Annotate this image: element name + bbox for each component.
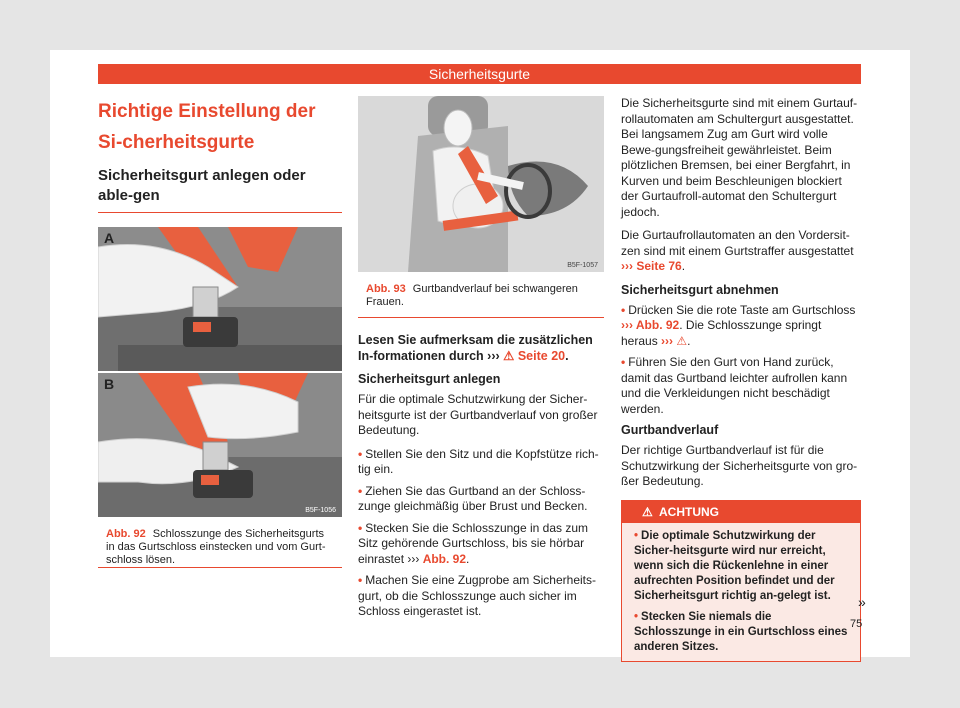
seatbelt-buckle-illustration bbox=[98, 227, 342, 517]
paragraph: Für die optimale Schutzwirkung der Sicher-heitsgurte ist der Gurtbandverlauf von großer Bedeutung. bbox=[358, 392, 598, 437]
warning-bullet: • Stecken Sie niemals die Schlosszunge in ein Gurtschloss eines anderen Sitzes. bbox=[634, 610, 848, 653]
figure-number: Abb. 92 bbox=[106, 528, 146, 540]
intro-note: Lesen Sie aufmerksam die zusätzlichen In-formationen durch ››› ⚠ Seite 20. bbox=[358, 333, 593, 363]
column-1 bbox=[98, 96, 342, 568]
panel-a-label: A bbox=[104, 230, 115, 246]
figure-caption bbox=[98, 522, 342, 567]
chapter-header: Sicherheitsgurte bbox=[98, 64, 861, 84]
bullet-item: • Ziehen Sie das Gurtband an der Schloss-zunge gleichmäßig über Brust und Becken. bbox=[358, 483, 588, 513]
warning-icon: ⚠ bbox=[642, 504, 653, 519]
section-heading-anlegen: Sicherheitsgurt anlegen bbox=[358, 372, 501, 386]
figure-reference-link[interactable]: Abb. 92 bbox=[422, 551, 467, 566]
warning-icon: ⚠ bbox=[676, 333, 688, 348]
column-2 bbox=[358, 96, 604, 626]
bullet-item: • Stecken Sie die Schlosszunge in das zum Sitz gehörende Gurtschloss, bis sie hörbar einrastet ››› Abb. 92. bbox=[358, 520, 588, 566]
continue-arrow: » bbox=[858, 594, 866, 610]
warning-body bbox=[622, 523, 863, 661]
warning-box bbox=[621, 500, 861, 662]
page-reference-link[interactable]: ››› Seite 76 bbox=[621, 259, 682, 273]
page-title: Richtige Einstellung der Si-cherheitsgurte bbox=[98, 101, 316, 153]
section-title: Sicherheitsgurt anlegen oder able-gen bbox=[98, 166, 342, 213]
bullet-item: • Führen Sie den Gurt von Hand zurück, damit das Gurtband leichter aufrollen kann und die Verkleidungen nicht beschädigt werden. bbox=[621, 355, 848, 416]
figure-92 bbox=[98, 227, 342, 568]
figure-reference-link[interactable]: ››› Abb. 92 bbox=[621, 318, 680, 332]
column-3 bbox=[621, 96, 861, 662]
section-heading-gurtbandverlauf: Gurtbandverlauf bbox=[621, 423, 719, 437]
page-number: 75 bbox=[850, 618, 863, 630]
bullet-item: • Drücken Sie die rote Taste am Gurtschloss ››› Abb. 92. Die Schlosszunge springt heraus ››› ⚠. bbox=[621, 302, 856, 348]
figure-number: Abb. 93 bbox=[366, 283, 406, 295]
figure-code: B5F-1057 bbox=[567, 262, 598, 269]
bullet-item: • Machen Sie eine Zugprobe am Sicherheits-gurt, ob die Schlosszunge auch sicher im Schloss eingerastet ist. bbox=[358, 573, 596, 618]
page-reference-link[interactable]: Seite 20 bbox=[517, 349, 566, 363]
figure-code: B5F-1056 bbox=[305, 507, 336, 514]
paragraph: Die Sicherheitsgurte sind mit einem Gurtauf-rollautomaten am Schultergurt ausgestattet. Bei langsamem Zug am Gurt wird volle Bewe-gungsfreiheit gewährleistet. Beim plötzlichen Bremsen, bei einer Bergfahrt, in Kurven und beim Beschleunigen blockiert der Gurtaufroll-automat den Schultergurt jedoch. bbox=[621, 96, 858, 219]
figure-caption-text: Schlosszunge des Sicherheitsgurts in das Gurtschloss einstecken und vom Gurt-schloss lösen. bbox=[106, 528, 326, 566]
figure-caption-text: Gurtbandverlauf bei schwangeren Frauen. bbox=[366, 283, 578, 308]
paragraph: Die Gurtaufrollautomaten an den Vordersit-zen sind mit einem Gurtstraffer ausgestattet ››› Seite 76. bbox=[621, 228, 854, 273]
paragraph: Der richtige Gurtbandverlauf ist für die Schutzwirkung der Sicherheitsgurte von gro-ßer Bedeutung. bbox=[621, 443, 858, 488]
figure-caption bbox=[358, 277, 604, 309]
warning-icon: ⚠ bbox=[503, 349, 515, 363]
section-heading-abnehmen: Sicherheitsgurt abnehmen bbox=[621, 282, 779, 297]
warning-header: ⚠ ACHTUNG bbox=[622, 501, 860, 523]
figure-93 bbox=[358, 96, 604, 318]
warning-bullet: • Die optimale Schutzwirkung der Sicher-heitsgurte wird nur erreicht, wenn sich die Rückenlehne in einer aufrechten Position befindet und der Sicherheitsgurt richtig an-gelegt ist. bbox=[634, 529, 835, 602]
bullet-item: • Stellen Sie den Sitz und die Kopfstütze rich-tig ein. bbox=[358, 446, 599, 476]
pregnant-woman-seatbelt-illustration bbox=[358, 96, 604, 272]
panel-b-label: B bbox=[104, 376, 115, 392]
